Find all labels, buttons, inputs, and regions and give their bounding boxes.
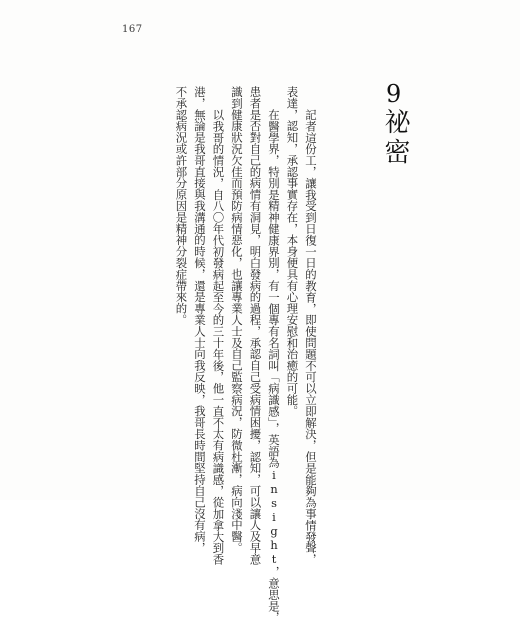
chapter-title: 祕密: [380, 108, 410, 168]
chapter-number: 9: [386, 80, 402, 108]
text-line: 患者是否對自己的病情有洞見，明白發病的過程，承認自己受病情困擾，認知，可以讓人及早意: [248, 86, 263, 565]
text-line: 記者這份工，讓我受到日復一日的教育，即使問題不可以立即解決，但是能夠為事情發聲，: [304, 108, 318, 565]
text-line: 不承認病況或許部分原因是精神分裂症帶來的。: [174, 86, 189, 326]
text-line: 在醫學界，特別是精神健康界別，有一個專有名詞叫「病識感」，英語為insight，意思是，: [267, 108, 281, 623]
text-line: 表達，認知，承認事實存在，本身便具有心理安慰和治癒的可能。: [285, 86, 300, 417]
vertical-body-text: [172, 86, 320, 623]
text-line: 識到健康狀況欠佳而預防病情惡化，也讓專業人士及自己監察病況，防微杜漸，病向淺中醫。: [230, 86, 244, 554]
text-line: 港，無論是我哥直接與我溝通的時候，還是專業人士向我反映，我哥長時間堅持自己沒有病，: [193, 86, 207, 554]
text-line: 以我哥的情況，自八〇年代初發病起至今的三十年後，他一直不太有病識感，從加拿大到香: [211, 108, 226, 565]
page-number: 167: [122, 24, 143, 35]
